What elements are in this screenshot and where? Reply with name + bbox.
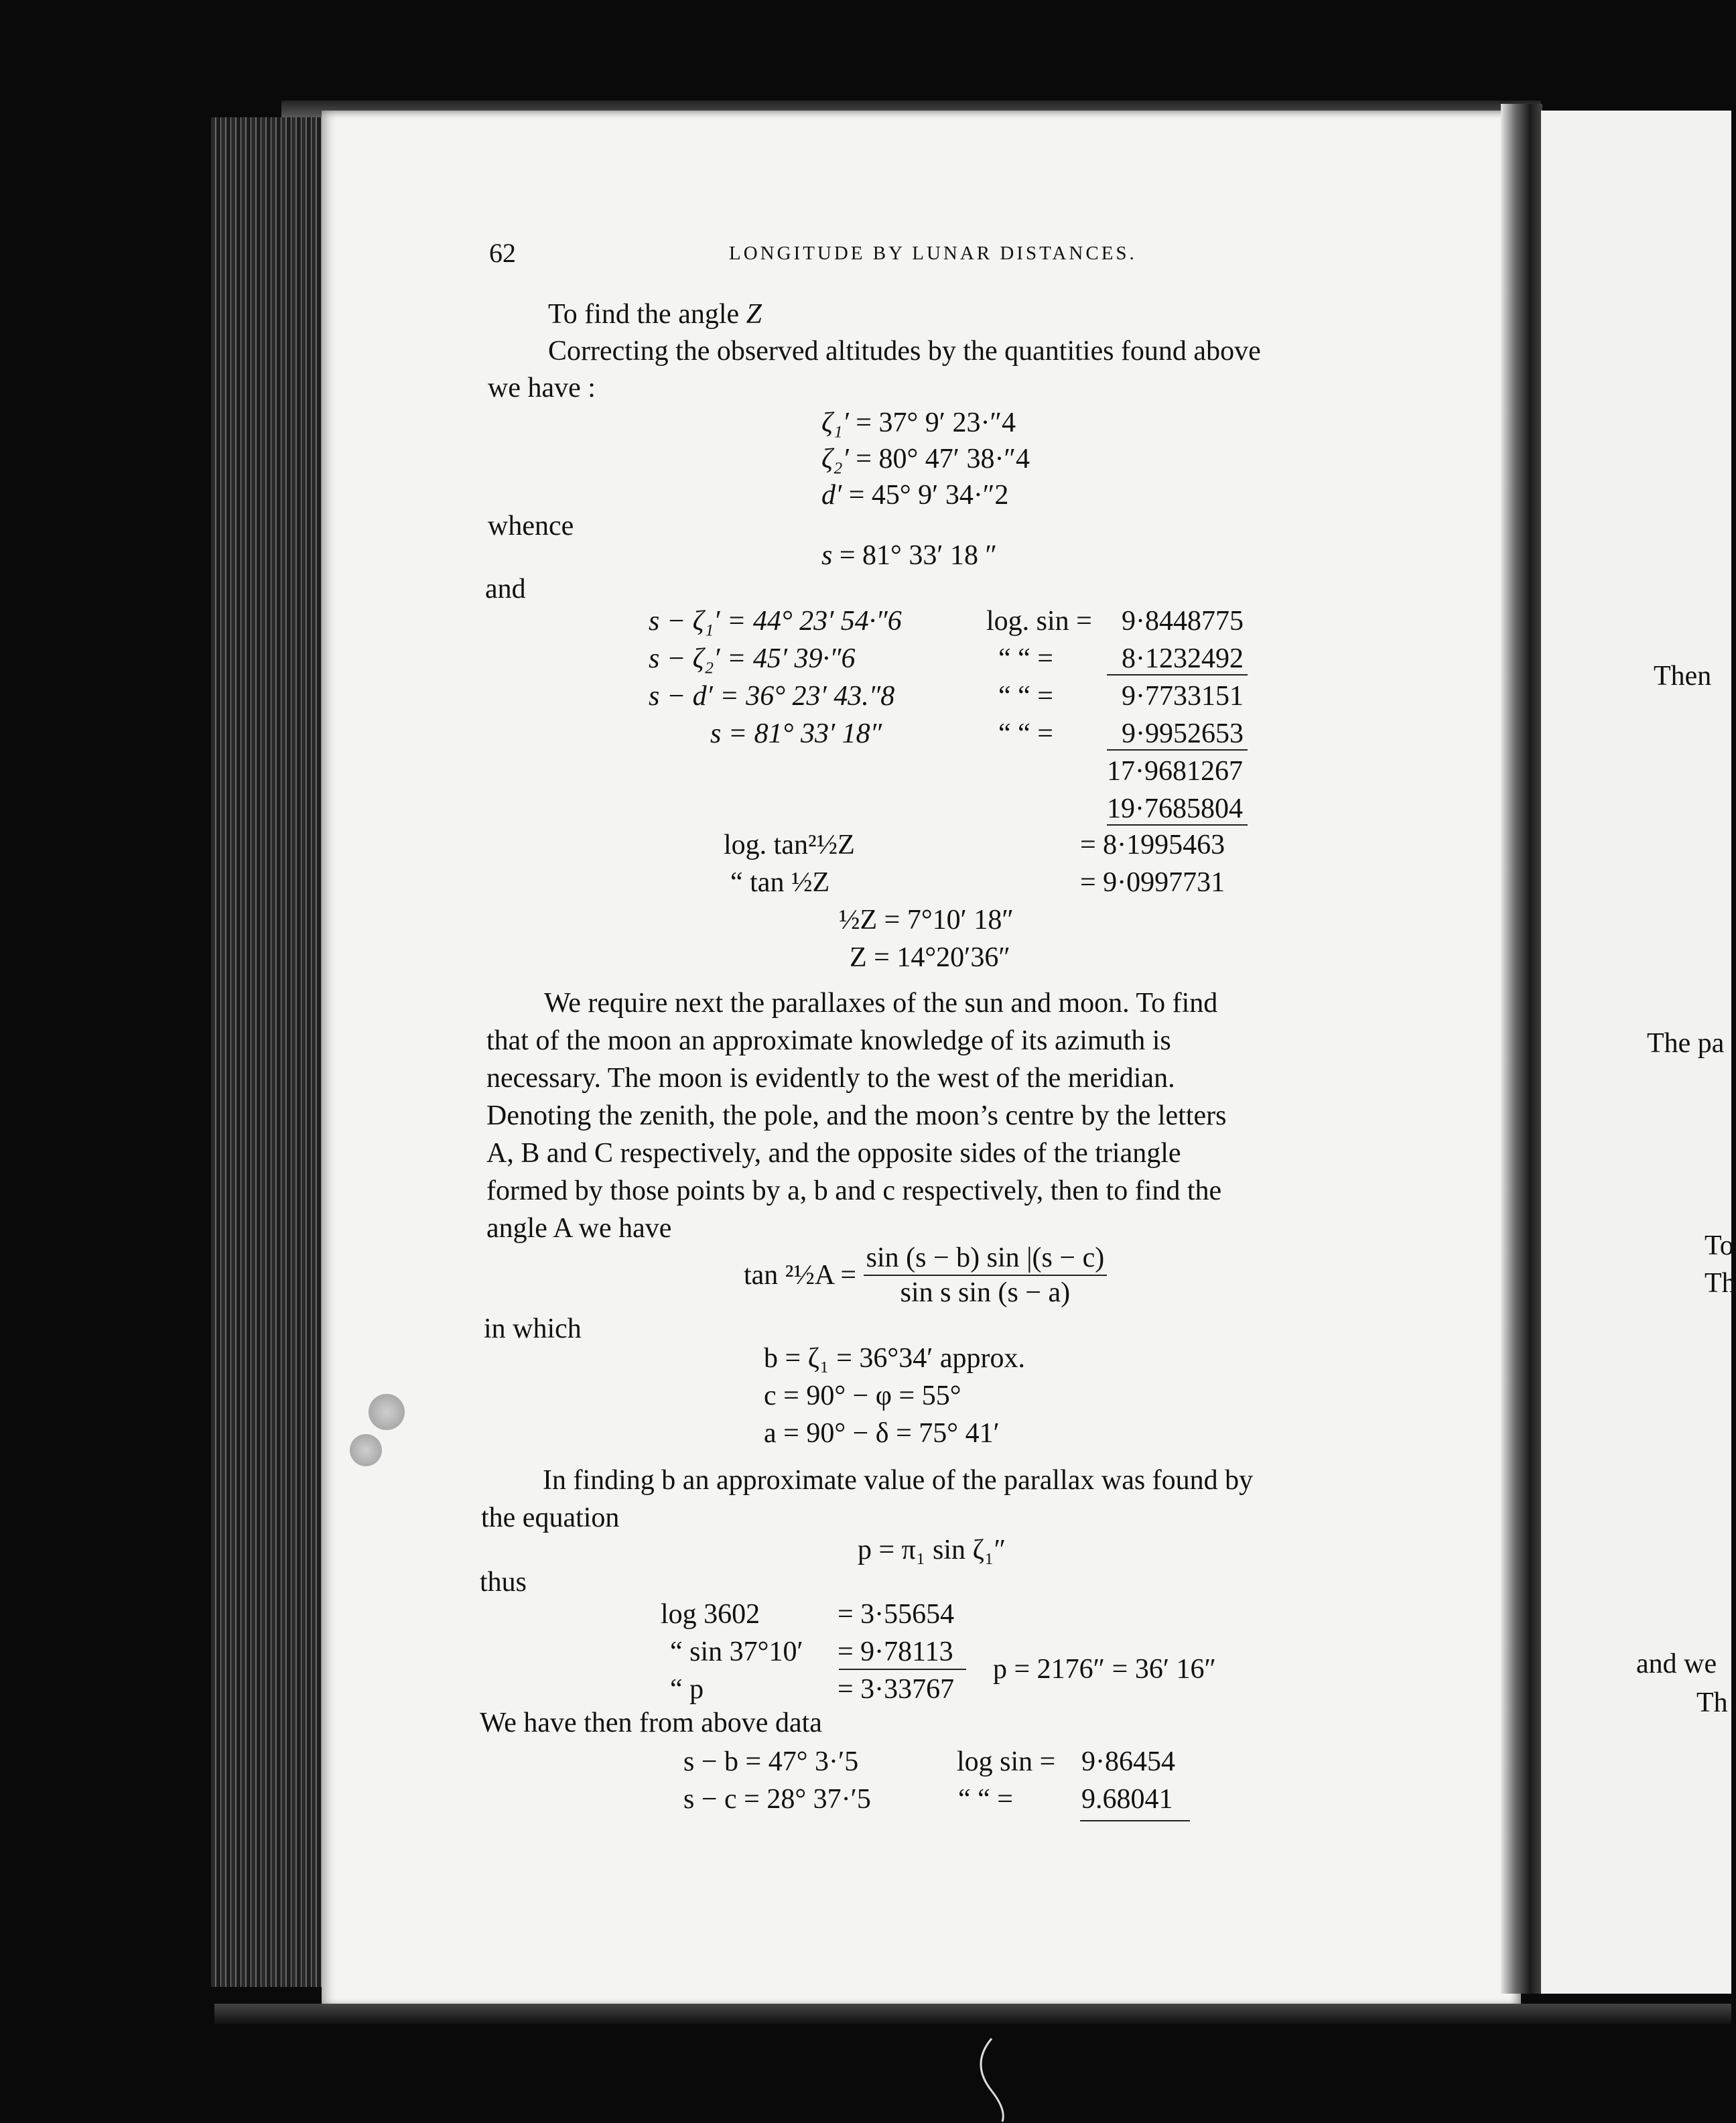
final-lhs: s − b = 47° 3·′5 — [683, 1746, 859, 1777]
paragraph-line: angle A we have — [486, 1213, 672, 1244]
equation-rhs: = 81° 33′ 18 ″ — [839, 540, 998, 571]
equation-lhs: s — [821, 540, 833, 571]
log-row-value: 8·1232492 — [1122, 643, 1244, 674]
parallax-result: p = 2176″ = 36′ 16″ — [993, 1654, 1217, 1685]
paragraph-line: A, B and C respectively, and the opposite sides of the triangle — [486, 1138, 1181, 1169]
page-stain — [350, 1434, 382, 1466]
underline-rule — [839, 1669, 966, 1670]
log-sum: 17·9681267 — [1107, 756, 1243, 787]
tan-value: = 9·0997731 — [1080, 867, 1225, 898]
log-row-lhs: s − ζ₁′ = 44° 23′ 54·″6 — [649, 606, 902, 637]
equation-line — [821, 481, 1008, 509]
formula-numerator: sin (s − b) sin |(s − c) — [864, 1244, 1108, 1276]
label-in-which: in which — [484, 1313, 582, 1344]
underline-rule — [1107, 674, 1248, 676]
paragraph-line: We require next the parallaxes of the sun and moon. To find — [544, 988, 1218, 1019]
right-page-fragment: Then — [1654, 661, 1712, 692]
section-heading — [548, 300, 762, 328]
final-value: 9·86454 — [1081, 1746, 1175, 1777]
formula-denominator: sin s sin (s − a) — [900, 1277, 1071, 1308]
tan-label: log. tan²½Z — [724, 830, 855, 860]
ribbon-curve — [965, 2037, 1045, 2123]
final-fn: “ “ = — [958, 1784, 1013, 1815]
section-heading-text: To find the angle — [548, 299, 740, 330]
thus-lhs: “ p — [670, 1674, 704, 1705]
tan-label: “ tan ½Z — [730, 867, 830, 898]
equation-rhs: = 45° 9′ 34·″2 — [848, 480, 1009, 511]
paragraph-line: formed by those points by a, b and c respectively, then to find the — [486, 1175, 1222, 1206]
log-row-lhs: s = 81° 33′ 18″ — [710, 718, 882, 749]
underline-rule — [1080, 1820, 1190, 1821]
equation-line: a = 90° − δ = 75° 41′ — [764, 1418, 1000, 1449]
page-number: 62 — [489, 238, 516, 268]
label-and: and — [485, 574, 526, 604]
right-page-fragment: To — [1705, 1230, 1734, 1261]
log-row-fn: “ “ = — [998, 643, 1053, 674]
final-value: 9.68041 — [1081, 1784, 1173, 1815]
underline-rule — [1107, 824, 1248, 826]
equation-lhs: ζ₂′ — [821, 444, 849, 474]
log-row-value: 9·8448775 — [1122, 606, 1244, 637]
formula — [744, 1244, 1107, 1307]
log-row-lhs: s − ζ₂′ = 45′ 39·″6 — [649, 643, 856, 674]
z-result: Z = 14°20′36″ — [850, 942, 1010, 973]
thus-value: = 3·55654 — [838, 1599, 955, 1630]
paragraph-line: Correcting the observed altitudes by the quantities found above — [548, 336, 1261, 367]
section-heading-var: Z — [746, 299, 762, 330]
log-row-fn: “ “ = — [998, 718, 1053, 749]
paragraph-line: We have then from above data — [480, 1708, 822, 1738]
equation-lhs: ζ₁′ — [821, 407, 849, 438]
thus-value: = 3·33767 — [838, 1674, 955, 1705]
paragraph-line: we have : — [488, 373, 596, 403]
formula-fraction — [864, 1244, 1108, 1307]
equation-line: b = ζ₁ = 36°34′ approx. — [764, 1343, 1026, 1374]
equation-rhs: = 37° 9′ 23·″4 — [856, 407, 1016, 438]
right-page-fragment: The pa — [1647, 1028, 1725, 1059]
paragraph-line: Denoting the zenith, the pole, and the moon’s centre by the letters — [486, 1100, 1227, 1131]
label-thus: thus — [480, 1567, 527, 1598]
book-bottom-edge — [214, 2004, 1731, 2024]
underline-rule — [1107, 749, 1248, 751]
paragraph-line: necessary. The moon is evidently to the west of the meridian. — [486, 1063, 1175, 1094]
final-lhs: s − c = 28° 37·′5 — [683, 1784, 871, 1815]
equation-rhs: = 80° 47′ 38·″4 — [856, 444, 1030, 474]
equation-line: c = 90° − φ = 55° — [764, 1380, 961, 1411]
parallax-equation: p = π₁ sin ζ₁″ — [858, 1535, 1006, 1565]
equation-line — [821, 541, 997, 570]
tan-value: = 8·1995463 — [1080, 830, 1225, 860]
equation-line — [821, 445, 1030, 473]
label-whence: whence — [488, 511, 574, 541]
log-row-lhs: s − d′ = 36° 23′ 43.″8 — [649, 681, 895, 712]
log-row-value: 9·9952653 — [1122, 718, 1244, 749]
book-page-edges — [211, 117, 332, 1987]
log-row-value: 9·7733151 — [1122, 681, 1244, 712]
final-fn: log sin = — [957, 1746, 1056, 1777]
book-gutter — [1501, 104, 1542, 1994]
thus-lhs: log 3602 — [661, 1599, 760, 1630]
paragraph-line: In finding b an approximate value of the parallax was found by — [543, 1465, 1254, 1496]
equation-lhs: d′ — [821, 480, 842, 511]
thus-lhs: “ sin 37°10′ — [670, 1636, 803, 1667]
log-row-fn: “ “ = — [998, 681, 1053, 712]
paragraph-line: that of the moon an approximate knowledge of its azimuth is — [486, 1025, 1171, 1056]
page-stain — [369, 1394, 405, 1430]
equation-line — [821, 409, 1016, 437]
formula-lhs: tan ²½A = — [744, 1260, 857, 1291]
log-sum: 19·7685804 — [1107, 793, 1243, 824]
right-page-fragment: and we — [1636, 1649, 1717, 1679]
half-z-result: ½Z = 7°10′ 18″ — [839, 905, 1014, 936]
right-page-fragment: Th — [1696, 1687, 1728, 1718]
thus-value: = 9·78113 — [838, 1636, 953, 1667]
right-page-fragment: Th — [1705, 1268, 1736, 1299]
paragraph-line: the equation — [481, 1502, 620, 1533]
running-head: LONGITUDE BY LUNAR DISTANCES. — [729, 243, 1137, 264]
log-row-fn: log. sin = — [986, 606, 1092, 637]
